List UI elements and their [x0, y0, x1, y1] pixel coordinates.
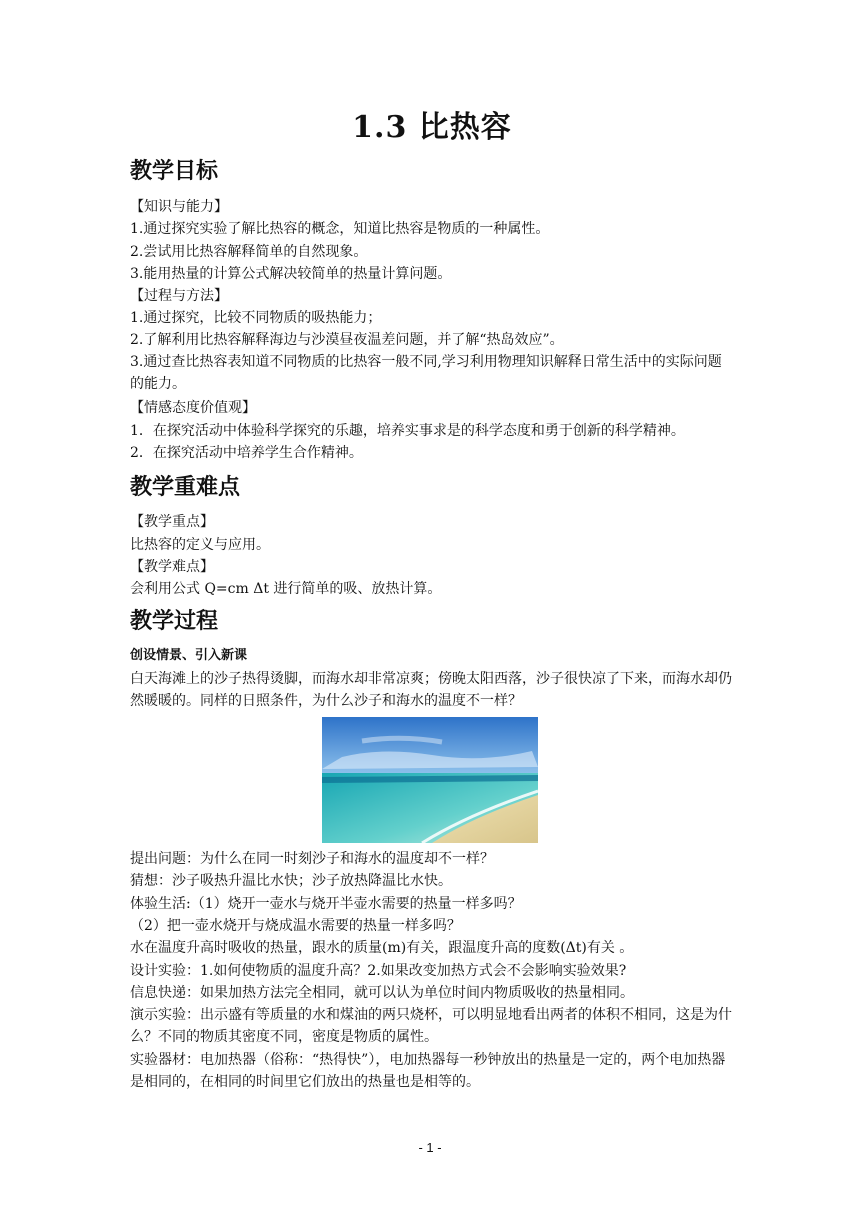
attitude-item-2: 2．在探究活动中培养学生合作精神。	[130, 445, 363, 461]
demo-paragraph: 演示实验：出示盛有等质量的水和煤油的两只烧杯，可以明显地看出两者的体积不相同，这是为什么？不同的物质其密度不同，密度是物质的属性。	[130, 1007, 732, 1045]
page-number: - 1 -	[418, 1140, 442, 1155]
process-line-1: 提出问题：为什么在同一时刻沙子和海水的温度却不一样？	[130, 851, 494, 867]
knowledge-item-3: 3.能用热量的计算公式解决较简单的热量计算问题。	[130, 266, 452, 282]
attitude-item-1: 1．在探究活动中体验科学探究的乐趣，培养实事求是的科学态度和勇于创新的科学精神。	[130, 423, 685, 439]
process-line-7: 信息快递：如果加热方法完全相同，就可以认为单位时间内物质吸收的热量相同。	[130, 985, 634, 1001]
label-process: 【过程与方法】	[130, 288, 228, 304]
section-heading-goals: 教学目标	[130, 159, 219, 184]
equipment-paragraph: 实验器材：电加热器（俗称：“热得快”），电加热器每一秒钟放出的热量是一定的，两个电加热器是相同的，在相同的时间里它们放出的热量也是相等的。	[130, 1052, 726, 1090]
section-heading-key-points: 教学重难点	[130, 475, 241, 500]
focus-text: 比热容的定义与应用。	[130, 537, 270, 553]
process-item-2: 2.了解利用比热容解释海边与沙漠昼夜温差问题，并了解“热岛效应”。	[130, 332, 564, 348]
label-attitude: 【情感态度价值观】	[130, 400, 256, 416]
label-knowledge: 【知识与能力】	[130, 199, 228, 215]
label-difficulty: 【教学难点】	[130, 559, 214, 575]
knowledge-item-2: 2.尝试用比热容解释简单的自然现象。	[130, 244, 368, 260]
process-item-1: 1.通过探究，比较不同物质的吸热能力；	[130, 310, 382, 326]
intro-paragraph: 白天海滩上的沙子热得烫脚，而海水却非常凉爽；傍晚太阳西落，沙子很快凉了下来，而海水却仍然暖暖的。同样的日照条件，为什么沙子和海水的温度不一样？	[130, 671, 732, 709]
process-line-4: （2）把一壶水烧开与烧成温水需要的热量一样多吗？	[130, 918, 461, 934]
section-heading-process: 教学过程	[130, 609, 219, 634]
knowledge-item-1: 1.通过探究实验了解比热容的概念，知道比热容是物质的一种属性。	[130, 221, 550, 237]
process-item-3: 3.通过查比热容表知道不同物质的比热容一般不同,学习利用物理知识解释日常生活中的实际问题的能力。	[130, 354, 722, 392]
beach-photo	[322, 717, 538, 843]
difficulty-text: 会利用公式 Q=cm Δt 进行简单的吸、放热计算。	[130, 581, 442, 597]
page-title: 1.3 比热容	[352, 110, 512, 145]
process-line-6: 设计实验：1.如何使物质的温度升高？2.如果改变加热方式会不会影响实验效果?	[130, 963, 627, 979]
label-focus: 【教学重点】	[130, 514, 214, 530]
process-line-2: 猜想：沙子吸热升温比水快；沙子放热降温比水快。	[130, 873, 452, 889]
process-line-5: 水在温度升高时吸收的热量，跟水的质量(m)有关，跟温度升高的度数(Δt)有关 。	[130, 940, 634, 956]
sub-heading-intro: 创设情景、引入新课	[130, 648, 248, 663]
process-line-3: 体验生活:（1）烧开一壶水与烧开半壶水需要的热量一样多吗？	[130, 896, 522, 912]
